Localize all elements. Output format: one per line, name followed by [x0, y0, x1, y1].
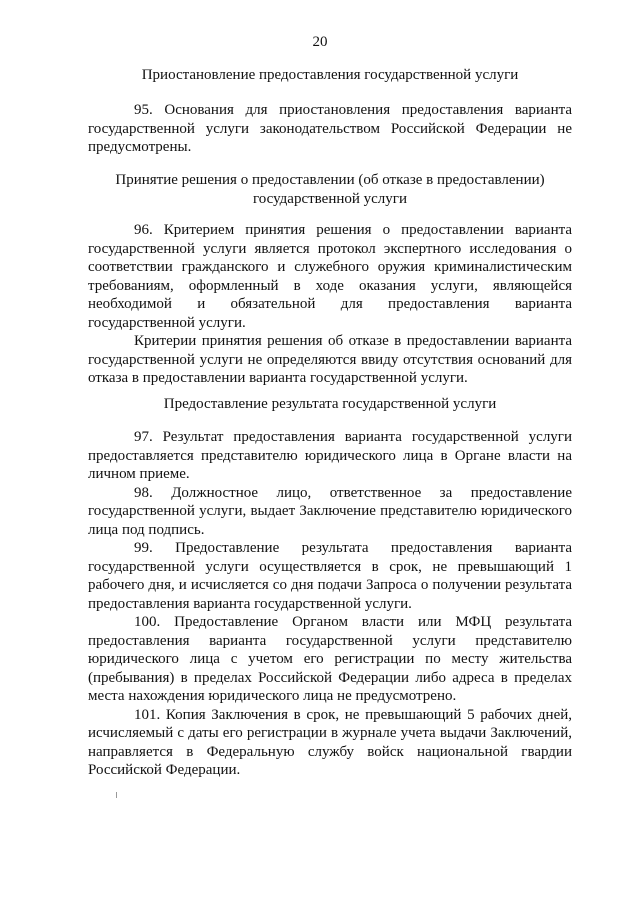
section-heading-suspension: Приостановление предоставления государственной услуги [141, 67, 519, 83]
section-heading-result: Предоставление результата государственной услуги [163, 396, 497, 412]
page-number: 20 [312, 34, 328, 50]
paragraph-100: 100. Предоставление Органом власти или МФЦ результата предоставления варианта государственной услуги представителю юридического лица с учетом его регистрации по месту жительства (пребывания) в пределах Российской Федерации либо адреса в пределах места нахождения юридического лица не предусмотрено. [88, 614, 572, 704]
paragraph-101: 101. Копия Заключения в срок, не превышающий 5 рабочих дней, исчисляемый с даты его регистрации в журнале учета выдачи Заключений, направляется в Федеральную службу войск национальной гвардии Российской Федерации. [88, 706, 572, 778]
paragraph-97: 97. Результат предоставления варианта государственной услуги предоставляется представителю юридического лица в Органе власти на личном приеме. [88, 429, 572, 482]
section-heading-decision: Принятие решения о предоставлении (об отказе в предоставлении) государственной услуги [115, 172, 545, 207]
paragraph-98: 98. Должностное лицо, ответственное за предоставление государственной услуги, выдает Заключение представителю юридического лица под подпись. [88, 484, 572, 538]
paragraph-96: 96. Критерием принятия решения о предоставлении варианта государственной услуги является протокол экспертного исследования о соответствии гражданского и служебного оружия криминалистическим требованиям, оформленный в ходе оказания услуги, являющейся необходимой и обязательной для предоставления варианта государственной услуги. [88, 222, 572, 331]
paragraph-99: 99. Предоставление результата предоставления варианта государственной услуги осуществляется в срок, не превышающий 1 рабочего дня, и исчисляется со дня подачи Запроса о получении результата предоставления варианта государственной услуги. [88, 540, 572, 612]
scan-artifact-mark [116, 792, 117, 798]
section-body-decision [88, 221, 572, 388]
paragraph-95: 95. Основания для приостановления предоставления варианта государственной услуги законодательством Российской Федерации не предусмотрены. [88, 102, 572, 155]
section-body-suspension [88, 101, 572, 157]
paragraph-96-refusal-criteria: Критерии принятия решения об отказе в предоставлении варианта государственной услуги не определяются ввиду отсутствия оснований для отказа в предоставлении варианта государственной услуги. [88, 333, 572, 386]
section-body-result [88, 428, 572, 780]
